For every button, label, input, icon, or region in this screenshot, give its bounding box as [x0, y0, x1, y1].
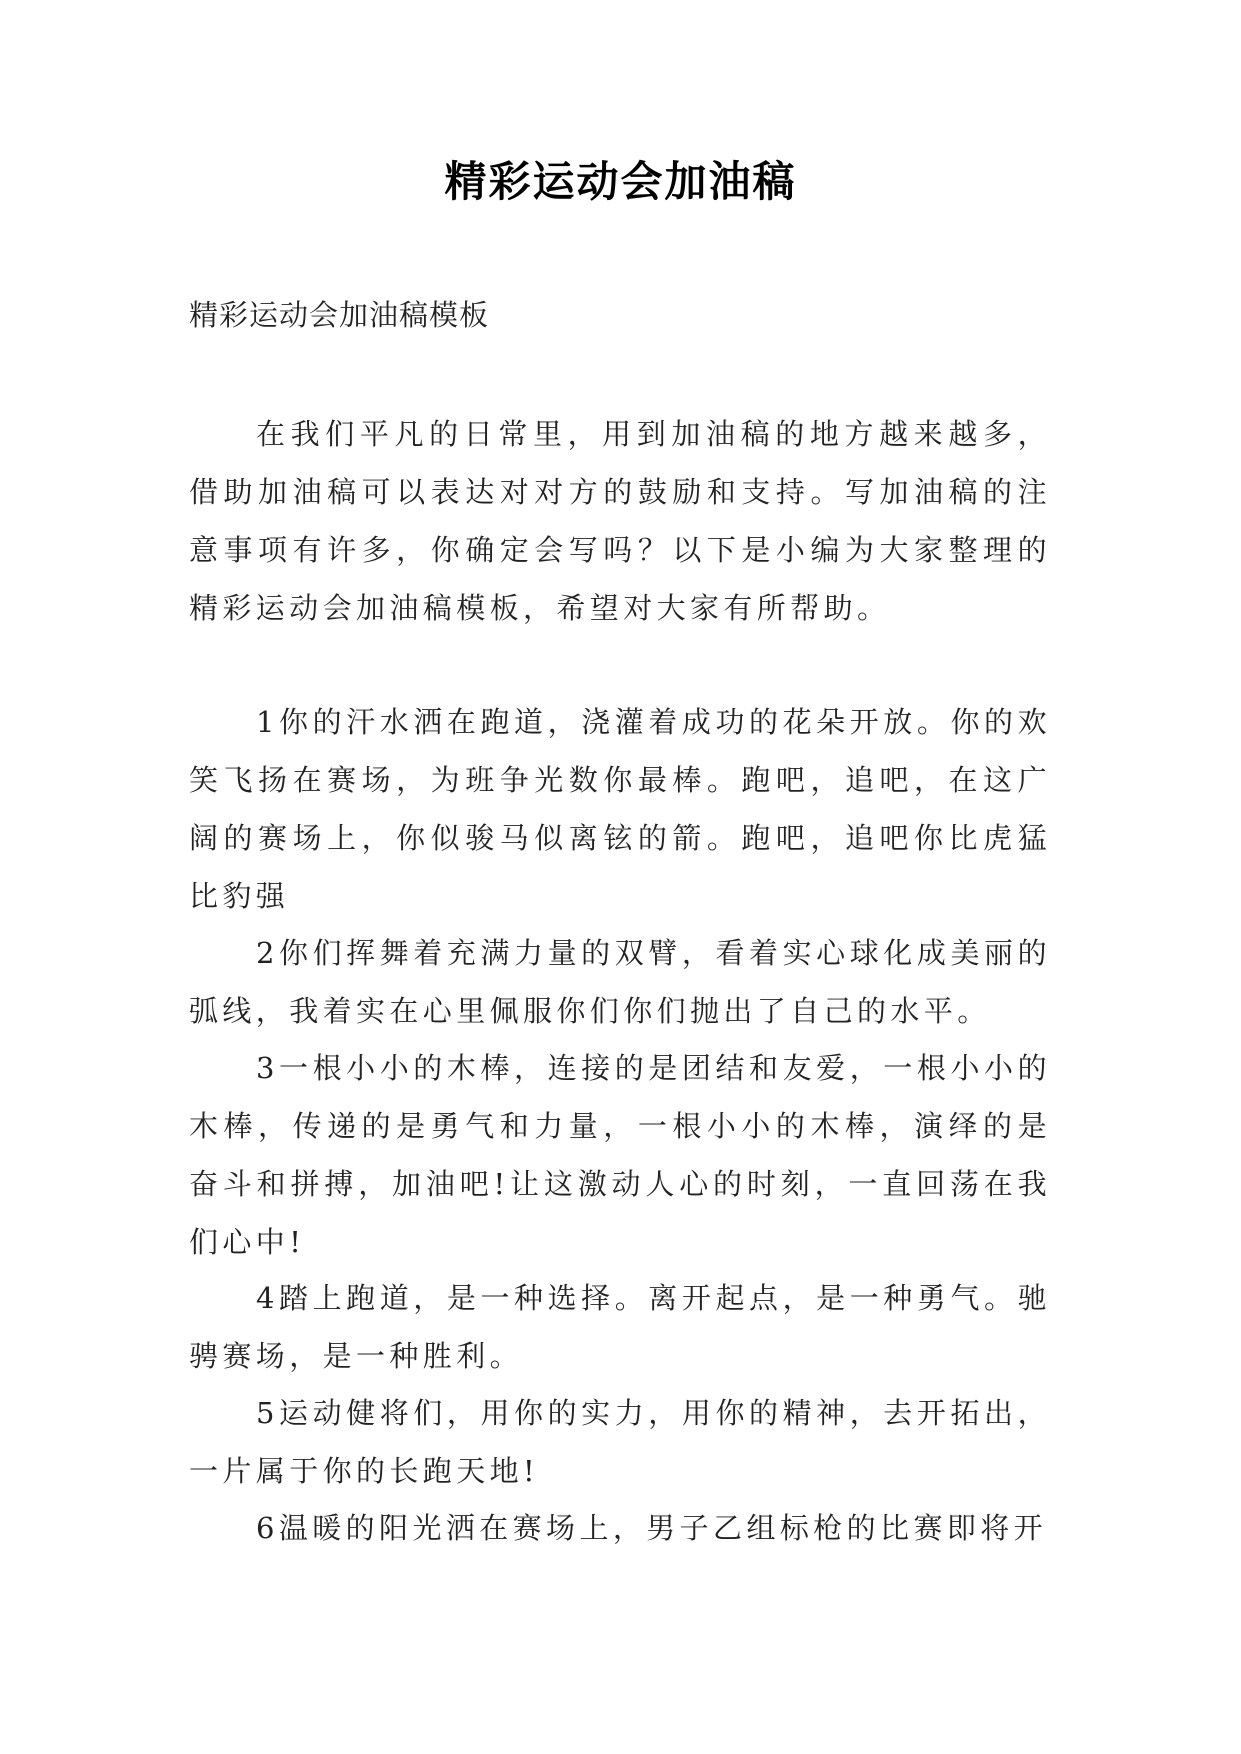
document-subtitle: 精彩运动会加油稿模板	[189, 298, 490, 332]
cheer-paragraph-6: 6温暖的阳光洒在赛场上，男子乙组标枪的比赛即将开	[256, 1511, 1048, 1545]
cheer-paragraph-4: 4踏上跑道，是一种选择。离开起点，是一种勇气。驰骋赛场，是一种胜利。	[189, 1281, 1051, 1373]
document-title: 精彩运动会加油稿	[444, 157, 797, 206]
cheer-paragraph-5: 5运动健将们，用你的实力，用你的精神，去开拓出，一片属于你的长跑天地!	[189, 1396, 1051, 1488]
cheer-paragraph-3: 3一根小小的木棒，连接的是团结和友爱，一根小小的木棒，传递的是勇气和力量，一根小小的木棒，演绎的是奋斗和拼搏，加油吧!让这激动人心的时刻，一直回荡在我们心中!	[189, 1051, 1051, 1259]
intro-paragraph: 在我们平凡的日常里，用到加油稿的地方越来越多，借助加油稿可以表达对对方的鼓励和支持。写加油稿的注意事项有许多，你确定会写吗？以下是小编为大家整理的精彩运动会加油稿模板，希望对大家有所帮助。	[189, 417, 1051, 625]
cheer-paragraph-1: 1你的汗水洒在跑道，浇灌着成功的花朵开放。你的欢笑飞扬在赛场，为班争光数你最棒。跑吧，追吧，在这广阔的赛场上，你似骏马似离铉的箭。跑吧，追吧你比虎猛比豹强	[189, 705, 1051, 913]
cheer-paragraph-2: 2你们挥舞着充满力量的双臂，看着实心球化成美丽的弧线，我着实在心里佩服你们你们抛出了自己的水平。	[189, 936, 1051, 1028]
